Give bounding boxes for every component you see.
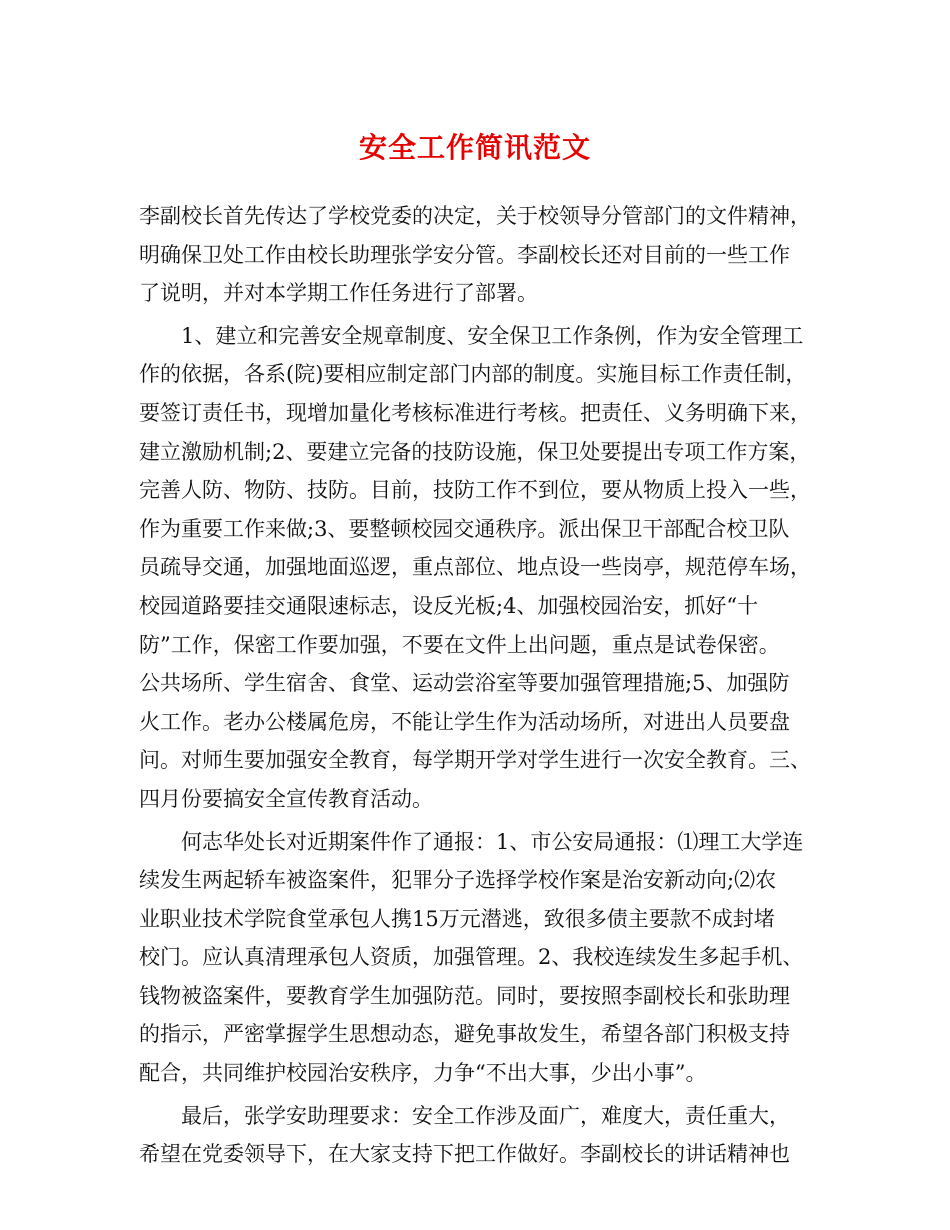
- text-line: 最后，张学安助理要求：安全工作涉及面广，难度大，责任重大，: [139, 1103, 790, 1128]
- text-line: 了说明，并对本学期工作任务进行了部署。: [139, 281, 538, 306]
- text-line: 校园道路要挂交通限速标志，设反光板;4、加强校园治安，抓好“十: [139, 593, 759, 618]
- text-line: 明确保卫处工作由校长助理张学安分管。李副校长还对目前的一些工作: [139, 242, 790, 267]
- text-line: 建立激励机制;2、要建立完备的技防设施，保卫处要提出专项工作方案，: [139, 439, 811, 464]
- paragraph-2: [139, 317, 827, 819]
- text-line: 作为重要工作来做;3、要整顿校园交通秩序。派出保卫干部配合校卫队: [139, 516, 790, 541]
- text-line: 业职业技术学院食堂承包人携15万元潜逃，致很多债主要款不成封堵: [139, 906, 775, 931]
- paragraph-4: [139, 1097, 827, 1174]
- text-line: 作的依据，各系(院)要相应制定部门内部的制度。实施目标工作责任制，: [139, 362, 807, 387]
- paragraph-3: [139, 823, 827, 1093]
- text-line: 续发生两起轿车被盗案件，犯罪分子选择学校作案是治安新动向;⑵农: [139, 868, 777, 893]
- text-line: 何志华处长对近期案件作了通报：1、市公安局通报：⑴理工大学连: [139, 829, 804, 854]
- text-line: 要签订责任书，现增加量化考核标准进行考核。把责任、义务明确下来，: [139, 400, 811, 425]
- text-line: 校门。应认真清理承包人资质，加强管理。2、我校连续发生多起手机、: [139, 945, 804, 970]
- text-line: 希望在党委领导下，在大家支持下把工作做好。李副校长的讲话精神也: [139, 1142, 790, 1167]
- text-line: 配合，共同维护校园治安秩序，力争“不出大事，少出小事”。: [139, 1061, 707, 1086]
- text-line: 钱物被盗案件，要教育学生加强防范。同时，要按照李副校长和张助理: [139, 983, 790, 1008]
- document-title: 安全工作简讯范文: [358, 131, 591, 164]
- document-body: [139, 197, 827, 1174]
- paragraph-1: [139, 197, 827, 313]
- text-line: 防”工作，保密工作要加强，不要在文件上出问题，重点是试卷保密。: [139, 632, 780, 657]
- text-line: 火工作。老办公楼属危房，不能让学生作为活动场所，对进出人员要盘: [139, 709, 790, 734]
- text-line: 四月份要搞安全宣传教育活动。: [139, 786, 433, 811]
- text-line: 问。对师生要加强安全教育，每学期开学对学生进行一次安全教育。三、: [139, 748, 811, 773]
- text-line: 公共场所、学生宿舍、食堂、运动尝浴室等要加强管理措施;5、加强防: [139, 671, 790, 696]
- text-line: 李副校长首先传达了学校党委的决定，关于校领导分管部门的文件精神，: [139, 204, 811, 228]
- text-line: 员疏导交通，加强地面巡逻，重点部位、地点设一些岗亭，规范停车场，: [139, 555, 811, 580]
- text-line: 的指示，严密掌握学生思想动态，避免事故发生，希望各部门积极支持: [139, 1022, 790, 1047]
- text-line: 1、建立和完善安全规章制度、安全保卫工作条例，作为安全管理工: [139, 323, 804, 348]
- text-line: 完善人防、物防、技防。目前，技防工作不到位，要从物质上投入一些，: [139, 478, 811, 503]
